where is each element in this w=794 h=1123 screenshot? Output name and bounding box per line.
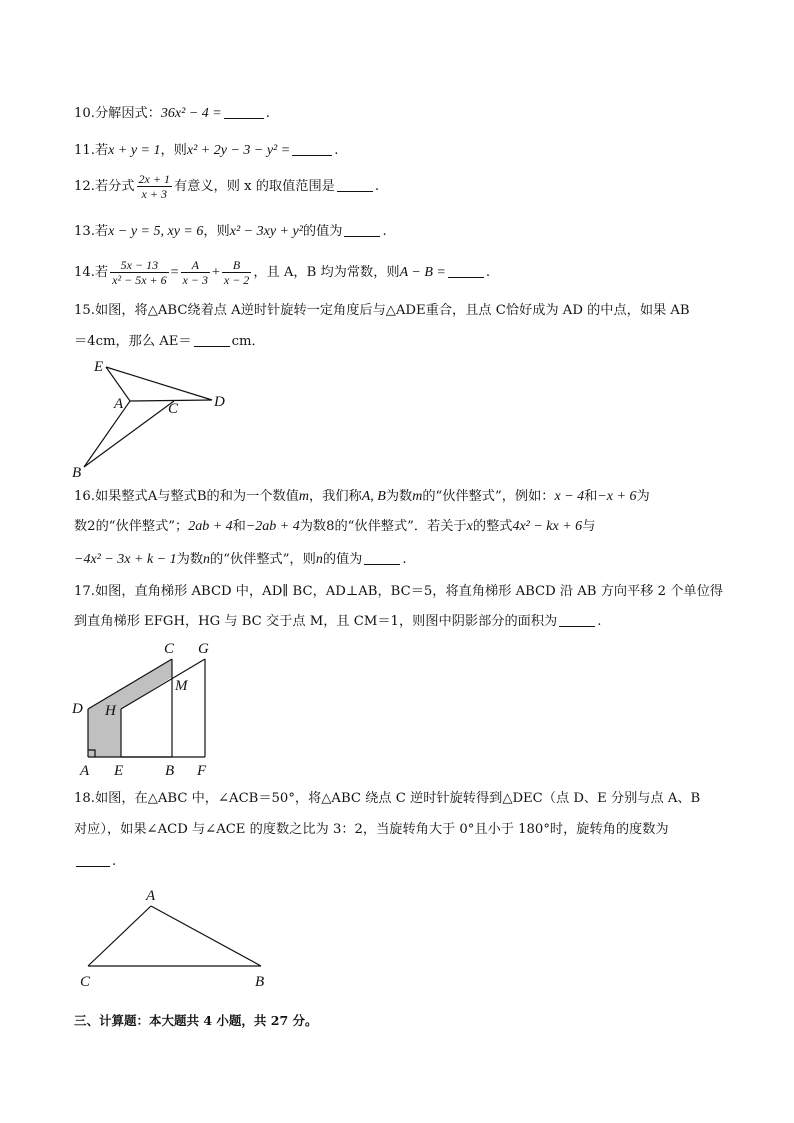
q16-m-2: m	[412, 489, 423, 504]
q14-f3-denominator: x − 2	[223, 273, 250, 287]
q14-answer-blank[interactable]	[448, 263, 484, 278]
q13-condition: x − y = 5, xy = 6	[108, 224, 204, 239]
q14-expression: A − B =	[399, 265, 446, 280]
q10-expression: 36x² − 4 =	[160, 106, 222, 121]
q16-e2: −x + 6	[597, 489, 637, 504]
q16-line1d: 的“伙伴整式”，例如：	[422, 489, 555, 504]
fig17-shaded-region	[88, 659, 172, 757]
figure-17	[70, 637, 230, 782]
q11-pre: 若	[94, 143, 109, 158]
q11-condition: x + y = 1	[108, 143, 161, 158]
question-11	[74, 141, 338, 160]
q16-line2c: 的整式	[472, 519, 513, 534]
q12-numerator: 2x + 1	[138, 172, 170, 186]
q16-number: 16.	[74, 489, 95, 504]
fig18-line-ab	[151, 906, 261, 966]
q16-e3: 2ab + 4	[188, 519, 233, 534]
q16-n: n	[203, 552, 211, 567]
q16-e6: −4x² − 3x + k − 1	[74, 552, 177, 567]
question-10	[74, 104, 270, 123]
fig15-label-a: A	[114, 396, 124, 412]
q15-number: 15.	[74, 303, 95, 318]
q13-pre: 若	[94, 224, 109, 239]
q12-denominator: x + 3	[141, 187, 167, 201]
fig18-label-b: B	[255, 974, 265, 990]
q14-fraction-3	[222, 258, 251, 287]
q10-text: 分解因式：	[94, 106, 161, 121]
q16-line2a: 数2的“伙伴整式”；	[74, 519, 189, 534]
q12-fraction	[137, 172, 172, 201]
q16-e5: 4x² − kx + 6	[512, 519, 583, 534]
fig15-line-bc	[84, 401, 174, 467]
q14-fraction-1	[110, 258, 168, 287]
question-18-line-1	[74, 790, 700, 808]
question-16-line-1	[74, 488, 650, 506]
q13-post: 的值为	[302, 224, 343, 239]
question-16-line-2	[74, 518, 595, 536]
q16-m: m	[298, 489, 309, 504]
question-18-line-2	[74, 821, 669, 839]
q13-end: .	[382, 224, 387, 239]
q14-f2-denominator: x − 3	[182, 273, 208, 287]
fig17-label-h: H	[105, 703, 116, 719]
q17-number: 17.	[74, 584, 95, 599]
q16-line3b: 的“伙伴整式”，则	[210, 552, 316, 567]
q14-f1-denominator: x² − 5x + 6	[112, 273, 167, 287]
q16-line1b: ，我们称	[308, 489, 362, 504]
q13-mid: ，则	[203, 224, 230, 239]
q10-number: 10.	[74, 106, 95, 121]
q10-answer-blank[interactable]	[224, 104, 264, 119]
q14-pre: 若	[94, 265, 109, 280]
fig15-label-c: C	[168, 401, 179, 417]
fig15-label-e: E	[94, 359, 104, 375]
fig17-label-d: D	[72, 701, 83, 717]
fig17-label-f: F	[197, 763, 207, 779]
fig17-label-g: G	[198, 641, 209, 657]
q11-answer-blank[interactable]	[292, 141, 332, 156]
fig18-label-c: C	[80, 974, 91, 990]
fig17-label-e: E	[114, 763, 124, 779]
q17-answer-blank[interactable]	[559, 612, 595, 627]
q17-end: .	[597, 614, 602, 629]
q14-f2-numerator: A	[181, 258, 210, 273]
question-13	[74, 222, 387, 241]
q12-post: 有意义，则 x 的取值范围是	[173, 179, 335, 194]
question-17-line-1	[74, 583, 723, 601]
q11-mid: ，则	[160, 143, 187, 158]
q11-expression: x² + 2y − 3 − y² =	[186, 143, 291, 158]
q13-expression: x² − 3xy + y²	[229, 224, 303, 239]
q18-end: .	[112, 854, 117, 869]
fig15-label-d: D	[214, 394, 225, 410]
question-15-line-2	[74, 332, 265, 351]
q16-ab: A, B	[361, 489, 386, 504]
q16-n-2: n	[315, 552, 323, 567]
q16-line2d: 与	[582, 519, 596, 534]
q14-number: 14.	[74, 265, 95, 280]
q14-end: .	[485, 265, 491, 280]
q16-answer-blank[interactable]	[364, 550, 400, 565]
q16-and1: 和	[584, 489, 598, 504]
q12-pre: 若分式	[94, 179, 135, 194]
q16-and2: 和	[232, 519, 246, 534]
q16-e1: x − 4	[554, 489, 585, 504]
q15-answer-blank[interactable]	[194, 332, 230, 347]
fig17-label-m: M	[175, 678, 188, 694]
q16-x: x	[466, 519, 473, 534]
figure-15	[70, 355, 240, 480]
question-12	[74, 172, 379, 201]
q16-wei: 为	[636, 489, 650, 504]
q12-answer-blank[interactable]	[337, 177, 373, 192]
question-18-line-3	[74, 852, 116, 871]
q16-line2b: 为数8的“伙伴整式”．若关于	[299, 519, 467, 534]
section-3-heading: 三、计算题：本大题共 4 小题，共 27 分。	[74, 1013, 318, 1028]
q16-e4: −2ab + 4	[245, 519, 300, 534]
q14-post: ，且 A，B 均为常数，则	[253, 265, 400, 280]
q10-end: .	[265, 106, 270, 121]
q15-line2a: ＝4cm，那么 AE＝	[74, 334, 192, 349]
fig17-label-c: C	[164, 641, 175, 657]
figure-18	[75, 884, 275, 994]
q13-number: 13.	[74, 224, 95, 239]
q14-f1-numerator: 5x − 13	[110, 258, 168, 273]
q15-line1: 如图，将△ABC绕着点 A逆时针旋转一定角度后与△ADE重合，且点 C恰好成为 AD 的中点，如果 AB	[94, 303, 690, 318]
q12-end: .	[374, 179, 380, 194]
q18-line1: 如图，在△ABC 中，∠ACB＝50°，将△ABC 绕点 C 逆时针旋转得到△DEC（点 D、E 分别与点 A、B	[94, 791, 701, 806]
q16-line3a: 为数	[176, 552, 204, 567]
q17-line1: 如图，直角梯形 ABCD 中，AD∥ BC，AD⊥AB，BC＝5，将直角梯形 ABCD 沿 AB 方向平移 2 个单位得	[94, 584, 723, 599]
q15-line2b: cm．	[231, 334, 265, 349]
q16-line1c: 为数	[385, 489, 413, 504]
question-17-line-2	[74, 612, 601, 631]
q11-number: 11.	[74, 143, 95, 158]
fig17-label-a: A	[80, 763, 90, 779]
fig18-label-a: A	[146, 888, 156, 904]
q13-answer-blank[interactable]	[344, 222, 380, 237]
fig17-label-b: B	[165, 763, 175, 779]
q14-fraction-2	[181, 258, 210, 287]
q18-number: 18.	[74, 791, 95, 806]
question-14: 14.若 $\frac{5x - 13}{\text{x² − 5x + 6}}$ = $\frac{A}{x - 3}$ + $\frac{B}{x - 2}$ ，且 A，B 均为常数，则A − B = .	[74, 258, 491, 287]
fig15-label-b: B	[72, 465, 82, 481]
question-16-line-3	[74, 550, 407, 569]
q17-line2: 到直角梯形 EFGH，HG 与 BC 交于点 M，且 CM＝1，则图中阴影部分的面积为	[74, 614, 558, 629]
question-15-line-1	[74, 302, 690, 320]
q18-answer-blank[interactable]	[76, 852, 110, 867]
q16-line3c: 的值为	[322, 552, 363, 567]
q12-number: 12.	[74, 179, 95, 194]
q16-line1a: 如果整式A与整式B的和为一个数值	[94, 489, 299, 504]
q16-end: .	[402, 552, 407, 567]
fig18-line-ca	[88, 906, 151, 966]
q18-line2: 对应），如果∠ACD 与∠ACE 的度数之比为 3：2，当旋转角大于 0°且小于 180°时，旋转角的度数为	[74, 822, 669, 837]
q11-end: .	[334, 143, 339, 158]
q14-f3-numerator: B	[222, 258, 251, 273]
